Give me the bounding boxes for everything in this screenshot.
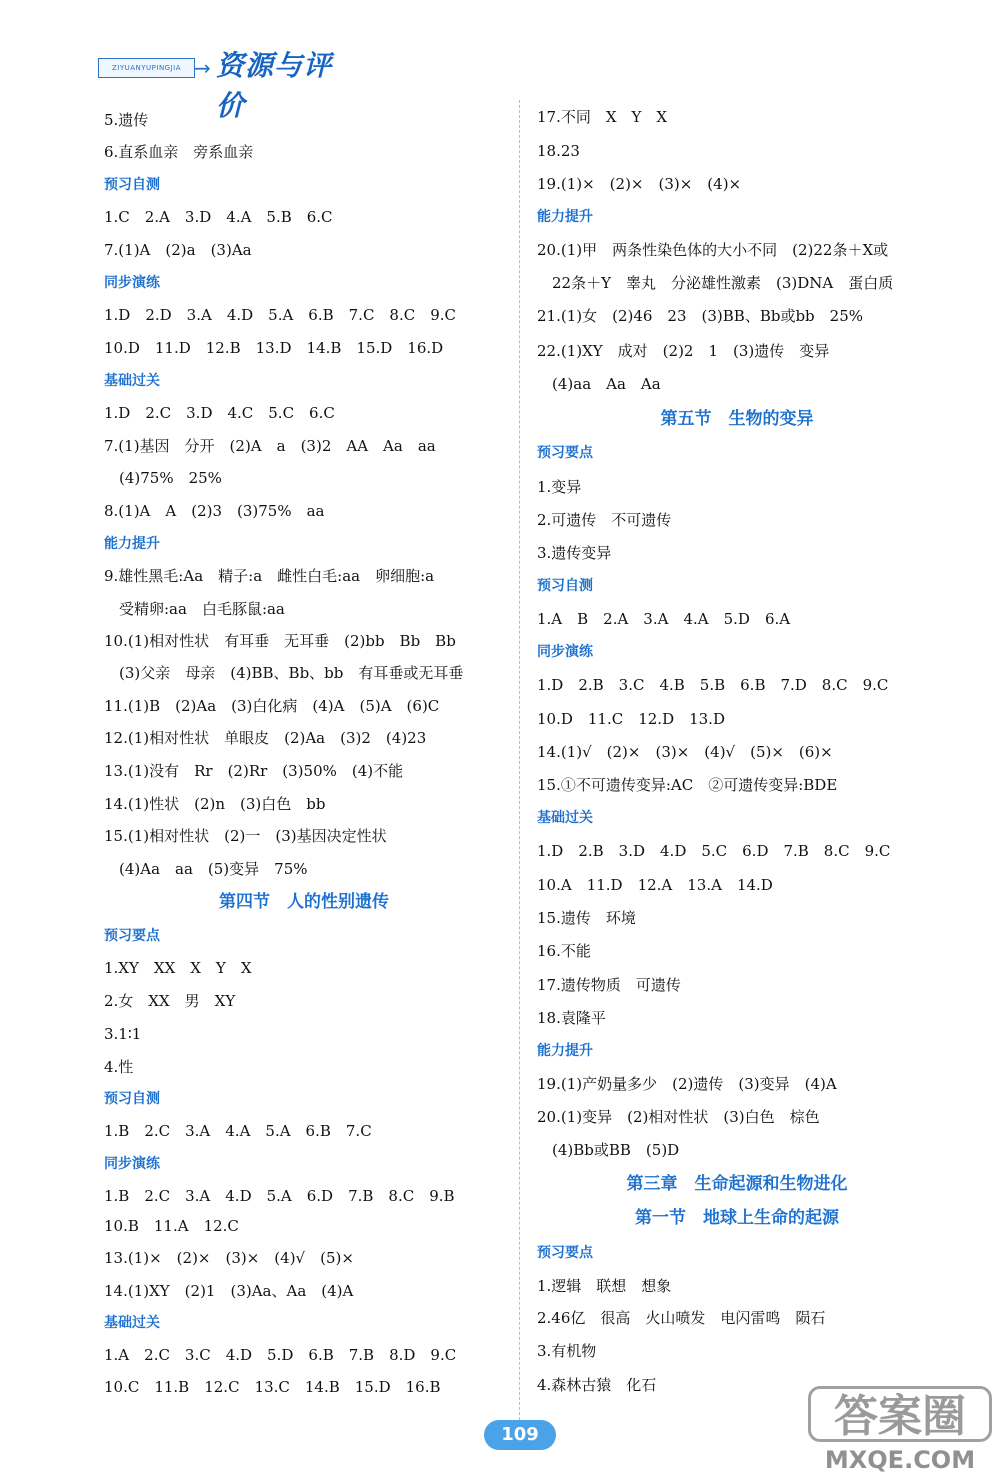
subsection-heading: 能力提升 bbox=[537, 1043, 593, 1059]
answer-line: 5.遗传 bbox=[104, 111, 149, 129]
answer-line: 6.直系血亲 旁系血亲 bbox=[104, 143, 254, 161]
answer-line: (4)Bb或BB (5)D bbox=[537, 1141, 680, 1159]
answer-line: 10.B 11.A 12.C bbox=[104, 1217, 239, 1235]
answer-line: 2.46亿 很高 火山喷发 电闪雷鸣 陨石 bbox=[537, 1309, 826, 1327]
section-title: 第四节 人的性别遗传 bbox=[219, 892, 389, 912]
answer-line: 1.D 2.B 3.D 4.D 5.C 6.D 7.B 8.C 9.C bbox=[537, 842, 891, 860]
column-divider bbox=[519, 100, 520, 1440]
answer-line: 13.(1)没有 Rr (2)Rr (3)50% (4)不能 bbox=[104, 762, 404, 780]
answer-line: (4)Aa aa (5)变异 75% bbox=[104, 860, 308, 878]
answer-line: 1.A 2.C 3.C 4.D 5.D 6.B 7.B 8.D 9.C bbox=[104, 1346, 457, 1364]
subsection-heading: 基础过关 bbox=[104, 1315, 160, 1331]
header-brand: 资源与评价 bbox=[216, 49, 333, 122]
answer-line: 18.23 bbox=[537, 142, 580, 160]
answer-line: 3.遗传变异 bbox=[537, 544, 612, 562]
arrow-icon: → bbox=[194, 56, 209, 80]
answer-line: 15.①不可遗传变异:AC ②可遗传变异:BDE bbox=[537, 776, 838, 794]
answer-line: 20.(1)变异 (2)相对性状 (3)白色 棕色 bbox=[537, 1108, 820, 1126]
answer-line: 4.性 bbox=[104, 1058, 134, 1076]
answer-line: 3.有机物 bbox=[537, 1342, 597, 1360]
page-number: 109 bbox=[484, 1420, 556, 1450]
subsection-heading: 基础过关 bbox=[104, 373, 160, 389]
answer-line: 14.(1)XY (2)1 (3)Aa、Aa (4)A bbox=[104, 1282, 354, 1300]
answer-line: 8.(1)A A (2)3 (3)75% aa bbox=[104, 502, 325, 520]
answer-line: 1.B 2.C 3.A 4.D 5.A 6.D 7.B 8.C 9.B bbox=[104, 1187, 455, 1205]
answer-line: 12.(1)相对性状 单眼皮 (2)Aa (3)2 (4)23 bbox=[104, 729, 427, 747]
watermark bbox=[808, 1386, 992, 1478]
section-title: 第一节 地球上生命的起源 bbox=[635, 1208, 839, 1228]
watermark-url: MXQE.COM bbox=[824, 1446, 976, 1474]
answer-line: 18.袁隆平 bbox=[537, 1009, 606, 1027]
answer-line: 10.(1)相对性状 有耳垂 无耳垂 (2)bb Bb Bb bbox=[104, 632, 456, 650]
answer-line: 17.不同 X Y X bbox=[537, 108, 668, 126]
subsection-heading: 预习自测 bbox=[104, 1091, 160, 1107]
answer-line: 15.(1)相对性状 (2)一 (3)基因决定性状 bbox=[104, 827, 387, 845]
answer-line: 2.女 XX 男 XY bbox=[104, 992, 236, 1010]
answer-line: (4)aa Aa Aa bbox=[537, 375, 661, 393]
answer-line: 7.(1)基因 分开 (2)A a (3)2 AA Aa aa bbox=[104, 437, 436, 455]
header-pinyin: ZIYUANYUPINGJIA bbox=[98, 58, 195, 78]
answer-line: 3.1∶1 bbox=[104, 1025, 142, 1043]
subsection-heading: 同步演练 bbox=[537, 644, 593, 660]
answer-line: 1.A B 2.A 3.A 4.A 5.D 6.A bbox=[537, 610, 791, 628]
answer-line: (3)父亲 母亲 (4)BB、Bb、bb 有耳垂或无耳垂 bbox=[104, 664, 464, 682]
answer-line: 10.D 11.C 12.D 13.D bbox=[537, 710, 725, 728]
subsection-heading: 能力提升 bbox=[104, 536, 160, 552]
answer-line: 1.D 2.C 3.D 4.C 5.C 6.C bbox=[104, 404, 335, 422]
answer-line: 14.(1)性状 (2)n (3)白色 bb bbox=[104, 795, 326, 813]
answer-line: 1.逻辑 联想 想象 bbox=[537, 1277, 672, 1295]
answer-line: 10.D 11.D 12.B 13.D 14.B 15.D 16.D bbox=[104, 339, 444, 357]
section-title: 第三章 生命起源和生物进化 bbox=[626, 1174, 848, 1194]
answer-line: 16.不能 bbox=[537, 942, 591, 960]
answer-line: 1.B 2.C 3.A 4.A 5.A 6.B 7.C bbox=[104, 1122, 372, 1140]
answer-line: 20.(1)甲 两条性染色体的大小不同 (2)22条＋X或 bbox=[537, 241, 889, 259]
subsection-heading: 预习要点 bbox=[537, 1245, 593, 1261]
section-title: 第五节 生物的变异 bbox=[660, 409, 814, 429]
answer-line: 9.雄性黑毛:Aa 精子:a 雌性白毛:aa 卵细胞:a bbox=[104, 567, 435, 585]
answer-line: 14.(1)√ (2)× (3)× (4)√ (5)× (6)× bbox=[537, 743, 833, 761]
answer-line: 19.(1)× (2)× (3)× (4)× bbox=[537, 175, 742, 193]
subsection-heading: 基础过关 bbox=[537, 810, 593, 826]
subsection-heading: 预习自测 bbox=[104, 177, 160, 193]
subsection-heading: 同步演练 bbox=[104, 275, 160, 291]
answer-line: 10.C 11.B 12.C 13.C 14.B 15.D 16.B bbox=[104, 1378, 441, 1396]
answer-line: 15.遗传 环境 bbox=[537, 909, 636, 927]
watermark-logo-text: 答案圈 bbox=[808, 1386, 992, 1442]
answer-line: 10.A 11.D 12.A 13.A 14.D bbox=[537, 876, 773, 894]
answer-line: 11.(1)B (2)Aa (3)白化病 (4)A (5)A (6)C bbox=[104, 697, 440, 715]
subsection-heading: 同步演练 bbox=[104, 1156, 160, 1172]
answer-line: 1.变异 bbox=[537, 478, 582, 496]
answer-line: 4.森林古猿 化石 bbox=[537, 1376, 657, 1394]
answer-line: 1.D 2.D 3.A 4.D 5.A 6.B 7.C 8.C 9.C bbox=[104, 306, 457, 324]
answer-line: 7.(1)A (2)a (3)Aa bbox=[104, 241, 252, 259]
subsection-heading: 能力提升 bbox=[537, 209, 593, 225]
answer-line: 17.遗传物质 可遗传 bbox=[537, 976, 681, 994]
answer-line: 2.可遗传 不可遗传 bbox=[537, 511, 672, 529]
answer-line: 22条＋Y 睾丸 分泌雄性激素 (3)DNA 蛋白质 bbox=[537, 274, 894, 292]
answer-line: 1.C 2.A 3.D 4.A 5.B 6.C bbox=[104, 208, 333, 226]
answer-line: 22.(1)XY 成对 (2)2 1 (3)遗传 变异 bbox=[537, 342, 830, 360]
answer-line: (4)75% 25% bbox=[104, 469, 222, 487]
answer-line: 19.(1)产奶量多少 (2)遗传 (3)变异 (4)A bbox=[537, 1075, 837, 1093]
answer-line: 1.XY XX X Y X bbox=[104, 959, 252, 977]
answer-line: 受精卵:aa 白毛豚鼠:aa bbox=[104, 600, 285, 618]
answer-line: 1.D 2.B 3.C 4.B 5.B 6.B 7.D 8.C 9.C bbox=[537, 676, 889, 694]
answer-line: 13.(1)× (2)× (3)× (4)√ (5)× bbox=[104, 1249, 354, 1267]
subsection-heading: 预习自测 bbox=[537, 578, 593, 594]
subsection-heading: 预习要点 bbox=[104, 928, 160, 944]
subsection-heading: 预习要点 bbox=[537, 445, 593, 461]
answer-line: 21.(1)女 (2)46 23 (3)BB、Bb或bb 25% bbox=[537, 307, 863, 325]
